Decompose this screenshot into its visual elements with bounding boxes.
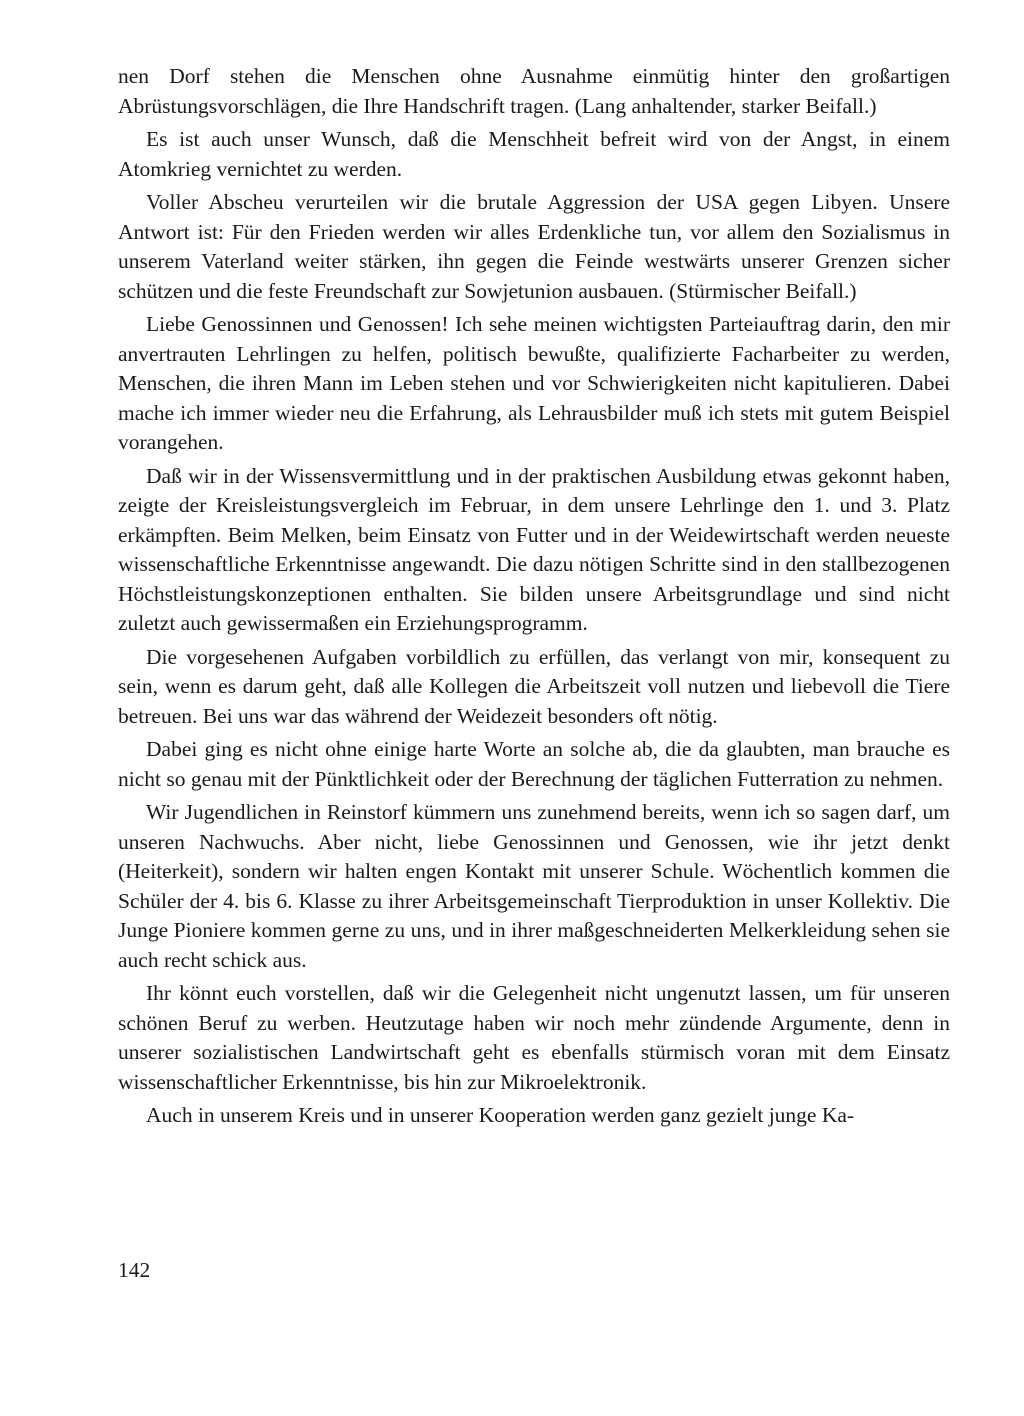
paragraph-1: nen Dorf stehen die Menschen ohne Ausnahme einmütig hinter den großartigen Abrüstungsvorschlägen, die Ihre Handschrift tragen. (Lang anhaltender, starker Beifall.) <box>118 64 950 118</box>
page-body <box>118 62 950 1135</box>
paragraph-5: Daß wir in der Wissensvermittlung und in der praktischen Ausbildung etwas gekonnt haben, zeigte der Kreisleistungsvergleich im Februar, in dem unsere Lehrlinge den 1. und 3. Platz erkämpften. Beim Melken, beim Einsatz von Futter und in der Weidewirtschaft werden neueste wissenschaftliche Erkenntnisse angewandt. Die dazu nötigen Schritte sind in den stallbezogenen Höchstleistungskonzeptionen enthalten. Sie bilden unsere Arbeitsgrundlage und sind nicht zuletzt auch gewissermaßen ein Erziehungsprogramm. <box>118 463 950 635</box>
page-number: 142 <box>118 1258 151 1282</box>
paragraph-4: Liebe Genossinnen und Genossen! Ich sehe meinen wichtigsten Parteiauftrag darin, den mir anvertrauten Lehrlingen zu helfen, politisch bewußte, qualifizierte Facharbeiter zu werden, Menschen, die ihren Mann im Leben stehen und vor Schwierigkeiten nicht kapitulieren. Dabei mache ich immer wieder neu die Erfahrung, als Lehrausbilder muß ich stets mit gutem Beispiel vorangehen. <box>118 312 950 454</box>
paragraph-8: Wir Jugendlichen in Reinstorf kümmern uns zunehmend bereits, wenn ich so sagen darf, um unseren Nachwuchs. Aber nicht, liebe Genossinnen und Genossen, wie ihr jetzt denkt (Heiterkeit), sondern wir halten engen Kontakt mit unserer Schule. Wöchentlich kommen die Schüler der 4. bis 6. Klasse zu ihrer Arbeitsgemeinschaft Tierproduktion in unser Kollektiv. Die Junge Pioniere kommen gerne zu uns, und in ihrer maßgeschneiderten Melkerkleidung sehen sie auch recht schick aus. <box>118 800 950 972</box>
paragraph-10: Auch in unserem Kreis und in unserer Kooperation werden ganz gezielt junge Ka- <box>146 1103 855 1127</box>
paragraph-9: Ihr könnt euch vorstellen, daß wir die Gelegenheit nicht ungenutzt lassen, um für unseren schönen Beruf zu werben. Heutzutage haben wir noch mehr zündende Argumente, denn in unserer sozialistischen Landwirtschaft geht es ebenfalls stürmisch voran mit dem Einsatz wissenschaftlicher Erkenntnisse, bis hin zur Mikroelektronik. <box>118 981 950 1094</box>
paragraph-3: Voller Abscheu verurteilen wir die brutale Aggression der USA gegen Libyen. Unsere Antwort ist: Für den Frieden werden wir alles Erdenkliche tun, vor allem den Sozialismus in unserem Vaterland weiter stärken, ihn gegen die Feinde westwärts unserer Grenzen sicher schützen und die feste Freundschaft zur Sowjetunion ausbauen. (Stürmischer Beifall.) <box>118 190 950 303</box>
paragraph-2: Es ist auch unser Wunsch, daß die Menschheit befreit wird von der Angst, in einem Atomkrieg vernichtet zu werden. <box>118 127 950 181</box>
paragraph-7: Dabei ging es nicht ohne einige harte Worte an solche ab, die da glaubten, man brauche es nicht so genau mit der Pünktlichkeit oder der Berechnung der täglichen Futterration zu nehmen. <box>118 737 950 791</box>
paragraph-6: Die vorgesehenen Aufgaben vorbildlich zu erfüllen, das verlangt von mir, konsequent zu sein, wenn es darum geht, daß alle Kollegen die Arbeitszeit voll nutzen und liebevoll die Tiere betreuen. Bei uns war das während der Weidezeit besonders oft nötig. <box>118 644 950 728</box>
